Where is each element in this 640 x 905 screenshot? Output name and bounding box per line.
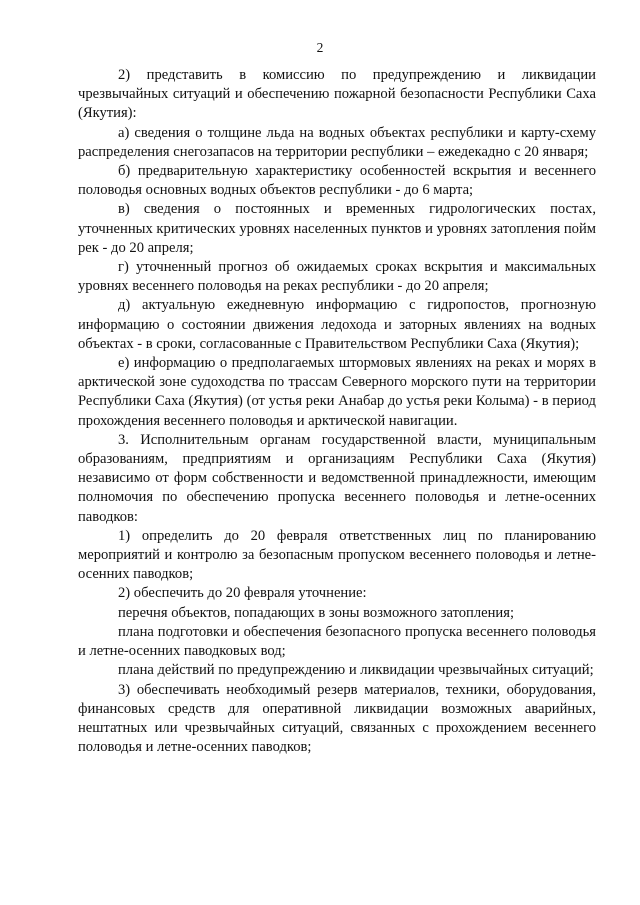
paragraph-item-1: 1) определить до 20 февраля ответственных лиц по планированию мероприятий и контролю за безопасным пропуском весеннего половодья и летне-осенних паводков; [78, 527, 596, 583]
paragraph-subitem-d: д) актуальную ежедневную информацию с гидропостов, прогнозную информацию о состоянии движения ледохода и заторных явлениях на водных объектах - в сроки, согласованные с Правительством Республики Саха (Якутия); [78, 297, 596, 352]
paragraph-subitem-e: е) информацию о предполагаемых штормовых явлениях на реках и морях в арктической зоне судоходства по трассам Северного морского пути на территории Республики Саха (Якутия) (от устья реки Анабар до устья реки Колыма) - в период прохождения весеннего половодья и арктической навигации. [78, 355, 596, 429]
paragraph-subitem-g: г) уточненный прогноз об ожидаемых сроках вскрытия и максимальных уровнях весеннего половодья на реках республики - до 20 апреля; [78, 259, 596, 295]
paragraph-section-3: 3. Исполнительным органам государственной власти, муниципальным образованиям, предприятиям и организациям Республики Саха (Якутия) независимо от форм собственности и ведомственной принадлежности, имеющим полномочия по обеспечению пропуска весеннего половодья и летне-осенних паводков: [78, 431, 596, 525]
paragraph-subitem-a: а) сведения о толщине льда на водных объектах республики и карту-схему распределения снегозапасов на территории республики – ежедекадно с 20 января; [78, 124, 596, 160]
paragraph-list-action-plan: плана действий по предупреждению и ликвидации чрезвычайных ситуаций; [118, 662, 594, 679]
paragraph-item-3: 3) обеспечивать необходимый резерв материалов, техники, оборудования, финансовых средств для оперативной ликвидации возможных аварийных, нештатных или чрезвычайных ситуаций, связанных с прохождением весеннего половодья и летне-осенних паводков; [78, 681, 596, 756]
paragraph-item-2: 2) представить в комиссию по предупреждению и ликвидации чрезвычайных ситуаций и обеспечению пожарной безопасности Республики Саха (Якутия): [78, 67, 596, 122]
paragraph-subitem-v: в) сведения о постоянных и временных гидрологических постах, уточненных критических уровнях населенных пунктов и уровнях затопления пойм рек - до 20 апреля; [78, 201, 596, 256]
paragraph-subitem-b: б) предварительную характеристику особенностей вскрытия и весеннего половодья основных водных объектов республики - до 6 марта; [78, 163, 596, 199]
page-number: 2 [316, 40, 324, 55]
paragraph-item-2-update: 2) обеспечить до 20 февраля уточнение: [118, 585, 367, 602]
paragraph-list-objects: перечня объектов, попадающих в зоны возможного затопления; [118, 604, 515, 621]
document-body [78, 66, 596, 757]
paragraph-list-preparation-plan: плана подготовки и обеспечения безопасного пропуска весеннего половодья и летне-осенних паводковых вод; [78, 623, 596, 660]
